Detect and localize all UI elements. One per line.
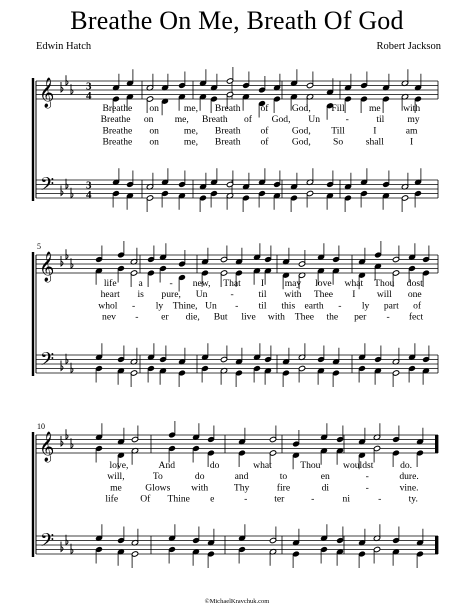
treble-staff [36, 81, 438, 99]
lyric-syllable: til [258, 289, 267, 301]
lyric-syllable: with [191, 482, 209, 494]
lyric-syllable: - [230, 289, 234, 301]
lyric-syllable: me [368, 103, 381, 114]
lyric-syllable: - [365, 482, 369, 494]
lyric-syllable: Thy [233, 482, 250, 494]
system-2 [33, 241, 438, 387]
lyric-syllable: I [373, 125, 377, 137]
lyric-syllable: on [149, 136, 159, 148]
lyric-syllable: God, [291, 125, 311, 137]
lyric-syllable: Breathe [102, 125, 133, 137]
lyricist-credit: Edwin Hatch [36, 41, 92, 52]
bass-staff [36, 180, 438, 198]
lyric-syllable: Breath [214, 125, 241, 137]
lyric-syllable: Till [331, 125, 345, 137]
lyric-syllable: Un [195, 289, 208, 301]
lyric-syllable: life [105, 493, 119, 505]
lyric-syllable: I [410, 136, 414, 148]
lyric-syllable: me, [183, 136, 199, 148]
lyric-syllable: dure. [399, 471, 419, 483]
hymn-title: Breathe On Me, Breath Of God [70, 6, 404, 35]
lyric-syllable: live [241, 311, 256, 323]
lyric-syllable: pure, [161, 289, 181, 301]
lyric-syllable: God, [291, 136, 311, 148]
lyric-syllable: on [149, 103, 159, 114]
lyric-syllable: what [253, 460, 272, 471]
lyric-syllable: fire [276, 482, 291, 494]
lyric-syllable: and [234, 471, 249, 483]
lyric-syllable: me [110, 482, 122, 494]
lyric-syllable: am [405, 125, 418, 137]
lyric-syllable: shall [365, 136, 384, 148]
lyric-syllable: Thee [294, 311, 314, 323]
lyric-syllable: on [149, 125, 159, 137]
lyric-syllable: To [152, 471, 163, 483]
measure-number: 10 [37, 422, 45, 431]
lyric-syllable: vine. [399, 482, 419, 494]
lyric-syllable: Thou [300, 460, 321, 471]
lyric-syllable: til [376, 114, 385, 126]
lyric-syllable: this [281, 300, 296, 312]
composer-credit: Robert Jackson [376, 41, 441, 52]
lyric-syllable: do [194, 471, 205, 483]
flat-sign [61, 186, 63, 196]
lyric-syllable: ly [361, 300, 370, 312]
lyric-syllable: ni [342, 493, 350, 505]
flat-sign [66, 429, 68, 439]
lyric-syllable: til [258, 300, 267, 312]
lyric-syllable: Fill [331, 103, 345, 114]
lyric-syllable: a [138, 278, 143, 289]
lyric-syllable: die, [185, 311, 200, 323]
lyric-syllable: Of [140, 493, 151, 505]
time-signature-top: 3 [86, 179, 92, 192]
lyric-syllable: heart [100, 289, 120, 301]
lyric-syllable: Breathe [102, 103, 133, 114]
lyric-syllable: on [143, 114, 154, 126]
final-barline [435, 536, 438, 554]
lyric-syllable: Glows [145, 482, 171, 494]
lyric-syllable: - [338, 300, 342, 312]
lyric-syllable: - [345, 114, 349, 126]
flat-sign [66, 75, 68, 85]
lyric-syllable: Thou [374, 278, 395, 289]
lyric-syllable: - [132, 300, 136, 312]
lyric-syllable: Breath [214, 103, 241, 114]
treble-clef: 𝄞 [39, 78, 55, 108]
time-signature-top: 3 [86, 80, 92, 93]
lyric-syllable: nev [102, 311, 116, 323]
lyric-syllable: en [320, 471, 330, 483]
measure-number: 5 [37, 242, 41, 251]
bass-clef: 𝄢 [40, 530, 55, 556]
lyric-syllable: will [376, 289, 392, 301]
lyric-syllable: - [378, 493, 382, 505]
lyric-syllable: I [352, 289, 356, 301]
lyric-syllable: whol [98, 300, 118, 312]
lyric-syllable: wouldst [343, 460, 374, 471]
lyric-syllable: - [135, 311, 139, 323]
lyric-syllable: Thine [167, 493, 190, 505]
lyric-syllable: with [267, 311, 285, 323]
lyric-syllable: to [279, 471, 288, 483]
lyric-syllable: - [169, 278, 173, 289]
lyric-syllable: may [284, 278, 302, 289]
lyric-syllable: me, [174, 114, 189, 126]
lyric-syllable: one [407, 289, 422, 301]
lyric-syllable: - [235, 300, 239, 312]
lyric-syllable: my [407, 114, 420, 126]
lyric-syllable: Thine, [172, 300, 198, 312]
bass-clef: 𝄢 [40, 349, 55, 375]
lyric-syllable: - [244, 493, 248, 505]
lyric-syllable: dost [406, 278, 423, 289]
lyric-syllable: do [209, 460, 220, 471]
lyric-syllable: per [354, 311, 367, 323]
lyric-syllable: of [260, 103, 269, 114]
copyright-footer: ©MichaelKravchuk.com [204, 598, 270, 605]
time-signature-bottom: 4 [86, 90, 92, 102]
lyric-syllable: the [326, 311, 339, 323]
bass-clef: 𝄢 [40, 174, 55, 200]
time-signature-bottom: 4 [86, 189, 92, 201]
system-3 [33, 421, 438, 568]
lyric-syllable: do. [400, 460, 413, 471]
lyric-syllable: me, [183, 103, 199, 114]
lyric-syllable: new, [192, 278, 211, 289]
lyric-syllable: And [158, 460, 176, 471]
flat-sign [66, 249, 68, 259]
system-1 [33, 67, 438, 212]
lyric-syllable: - [386, 311, 390, 323]
lyric-syllable: That [223, 278, 241, 289]
lyric-syllable: Un [308, 114, 321, 126]
lyric-syllable: ly [155, 300, 164, 312]
lyric-syllable: But [213, 311, 228, 323]
lyric-syllable: with [284, 289, 302, 301]
lyric-syllable: Breathe [102, 136, 133, 148]
lyric-syllable: love, [109, 460, 129, 471]
lyric-syllable: me, [183, 125, 199, 137]
lyric-syllable: earth [304, 300, 324, 312]
flat-sign [61, 542, 63, 552]
lyric-syllable: er [161, 311, 169, 323]
lyric-syllable: Breathe [100, 114, 131, 126]
lyric-syllable: e [210, 493, 215, 505]
lyric-syllable: of [413, 300, 422, 312]
lyric-syllable: Breath [202, 114, 228, 126]
lyric-syllable: what [344, 278, 364, 289]
lyric-syllable: So [332, 136, 344, 148]
lyric-syllable: of [260, 136, 269, 148]
lyric-syllable: will, [107, 471, 125, 483]
lyric-syllable: Thee [313, 289, 334, 301]
lyric-syllable: I [260, 278, 265, 289]
flat-sign [61, 256, 63, 266]
lyric-syllable: of [260, 125, 269, 137]
lyric-syllable: ty. [408, 493, 418, 505]
lyric-syllable: God, [271, 114, 291, 126]
lyric-syllable: Breath [214, 136, 241, 148]
treble-clef: 𝄞 [39, 252, 55, 282]
lyric-syllable: di [321, 482, 330, 494]
lyric-syllable: God, [291, 103, 311, 114]
flat-sign [61, 361, 63, 371]
lyric-syllable: Un [205, 300, 217, 312]
lyric-syllable: is [137, 289, 144, 301]
lyric-syllable: of [243, 114, 252, 126]
treble-clef: 𝄞 [39, 432, 55, 462]
lyric-syllable: ter [274, 493, 285, 505]
lyric-syllable: - [311, 493, 315, 505]
lyric-syllable: - [365, 471, 369, 483]
lyric-syllable: love [315, 278, 332, 289]
lyric-syllable: fect [408, 311, 424, 323]
lyric-syllable: life [103, 278, 117, 289]
lyric-syllable: with [403, 103, 421, 114]
lyric-syllable: part [383, 300, 399, 312]
flat-sign [61, 82, 63, 92]
flat-sign [61, 436, 63, 446]
final-barline [435, 435, 438, 453]
